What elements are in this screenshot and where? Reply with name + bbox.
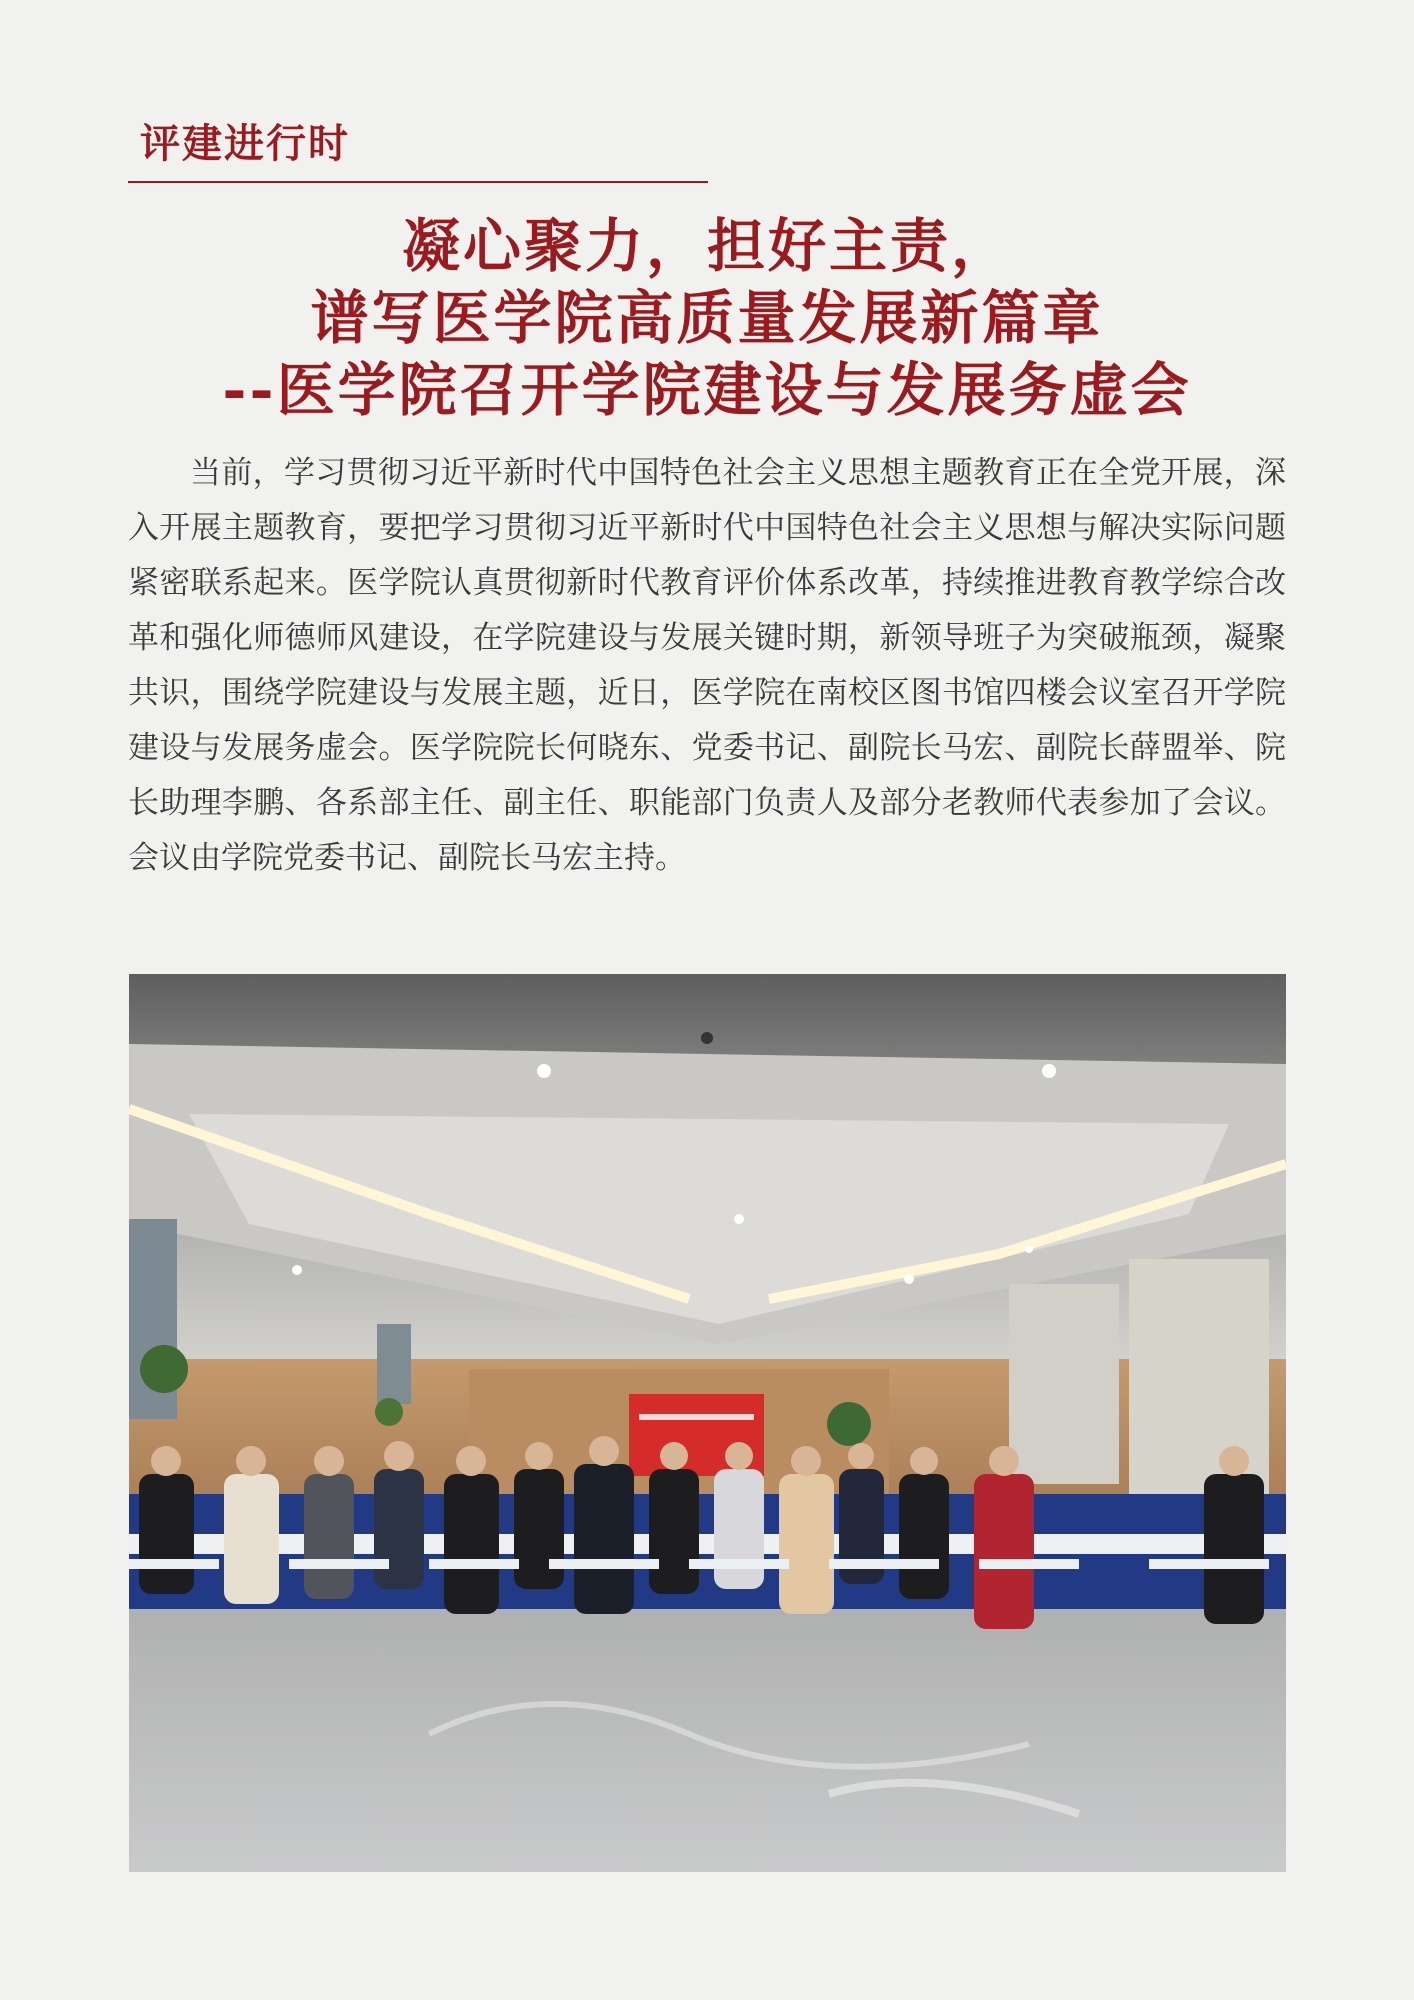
headline-line-3: --医学院召开学院建设与发展务虚会 — [222, 356, 1192, 424]
meeting-photo — [129, 974, 1286, 1872]
headline-line-2: 谱写医学院高质量发展新篇章 — [310, 284, 1104, 352]
article-paragraph: 当前，学习贯彻习近平新时代中国特色社会主义思想主题教育正在全党开展，深入开展主题教育，要把学习贯彻习近平新时代中国特色社会主义思想与解决实际问题紧密联系起来。医学院认真贯彻新时代教育评价体系改革，持续推进教育教学综合改革和强化师德师风建设，在学院建设与发展关键时期，新领导班子为突破瓶颈，凝聚共识，围绕学院建设与发展主题，近日，医学院在南校区图书馆四楼会议室召开学院建设与发展务虚会。医学院院长何晓东、党委书记、副院长马宏、副院长薛盟举、院长助理李鹏、各系部主任、副主任、职能部门负责人及部分老教师代表参加了会议。会议由学院党委书记、副院长马宏主持。 — [128, 455, 1286, 876]
section-tag: 评建进行时 — [140, 120, 350, 167]
section-divider — [128, 181, 708, 183]
headline-line-1: 凝心聚力，担好主责， — [401, 212, 1012, 280]
article-headline — [128, 210, 1286, 426]
